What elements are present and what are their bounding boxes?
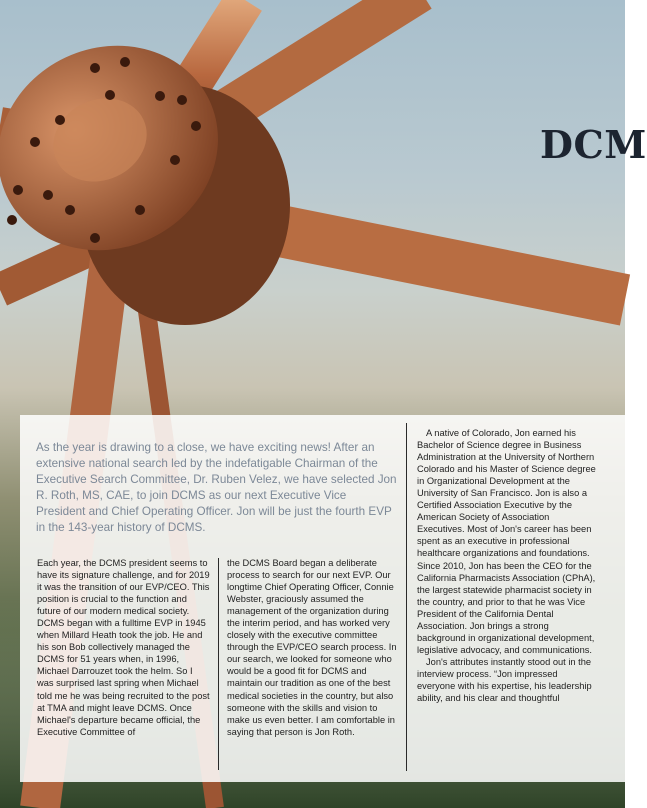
column-2-text: the DCMS Board began a deliberate process to search for our next EVP. Our longtime Chief Operating Officer, Connie Webster, graciously assumed the management of the organization during the interim period, and has worked very closely with the executive committee through the EVP/CEO search process. In our search, we looked for someone who would be a good fit for DCMS and maintain our tradition as one of the best medical societies in the country, but also someone with the skills and vision to make us even better. I am comfortable in saying that person is Jon Roth. <box>227 558 397 737</box>
column-1-text: Each year, the DCMS president seems to have its signature challenge, and for 2019 it was the transition of our EVP/CEO. This position is crucial to the function and future of our modern medical society. DCMS began with a fulltime EVP in 1945 when Millard Heath took the job. He and his son Bob collectively managed the DCMS for 51 years when, in 1996, Michael Darrouzet took the helm. So I was surprised last spring when Michael told me he was being recruited to the post at TMA and might leave DCMS. Once Michael's departure became official, the Executive Committee of <box>37 558 210 737</box>
article-column-3 <box>417 427 597 704</box>
article-column-1 <box>37 557 210 738</box>
column-divider-2 <box>406 423 407 771</box>
article-column-2 <box>227 557 401 738</box>
column-3-paragraph-2: Jon's attributes instantly stood out in the interview process. “Jon impressed everyone with his expertise, his leadership ability, and his clear and thoughtful <box>417 656 592 704</box>
column-3-paragraph-1: A native of Colorado, Jon earned his Bachelor of Science degree in Business Administration at the University of Northern Colorado and his Master of Science degree in Organizational Development at the University of San Francisco. Jon is also a Certified Association Executive by the American Society of Association Executives. Most of Jon's career has been spent as an executive in professional healthcare organizations and foundations. Since 2010, Jon has been the CEO for the California Pharmacists Association (CPhA), the largest statewide pharmacist society in the country, and prior to that he was Vice President of the California Dental Association. Jon brings a strong background in organizational development, legislative advocacy, and communications. <box>417 428 596 655</box>
intro-paragraph: As the year is drawing to a close, we have exciting news! After an extensive national search led by the indefatigable Chairman of the Executive Search Committee, Dr. Ruben Velez, we have selected Jon R. Roth, MS, CAE, to join DCMS as our next Executive Vice President and Chief Operating Officer. Jon will be just the fourth EVP in the 143-year history of DCMS. <box>36 441 397 534</box>
page-headline: DCM <box>540 122 647 167</box>
column-divider-1 <box>218 558 219 770</box>
